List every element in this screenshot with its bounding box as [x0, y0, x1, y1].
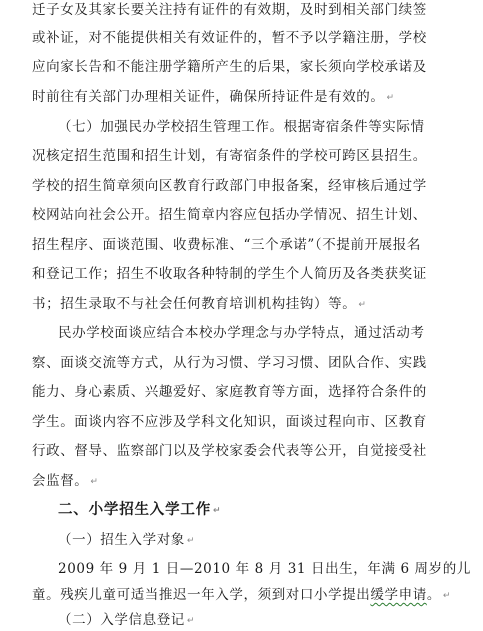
body-line-1-text: 2009 年 9 月 1 日—2010 年 8 月 31 日出生，年满 6 周岁的儿 — [58, 561, 471, 577]
para1-line-2-text: 或补证，对不能提供相关有效证件的，暂不予以学籍注册，学校 — [32, 30, 427, 46]
para3-line-4 — [32, 412, 427, 432]
para3-line-6 — [32, 471, 99, 491]
section-heading — [58, 500, 221, 520]
para2-line-5-text: 招生程序、面谈范围、收费标准、“三个承诺”（不提前开展报名 — [32, 237, 421, 253]
para3-line-6-text: 会监督。 — [32, 473, 89, 489]
para2-line-4-text: 校网站向社会公开。招生简章内容应包括办学情况、招生计划、 — [32, 207, 427, 223]
para2-line-7 — [32, 294, 366, 314]
subsection-title-1-text: （一）招生入学对象 — [58, 532, 185, 548]
subsection-title-2 — [58, 610, 195, 630]
para2-line-3 — [32, 176, 427, 196]
para2-line-4 — [32, 205, 427, 225]
paragraph-mark-icon: ↵ — [442, 591, 452, 601]
para1-line-3-text: 应向家长告和不能注册学籍所产生的后果，家长须向学校承诺及 — [32, 59, 427, 75]
para2-line-3-text: 学校的招生简章须向区教育行政部门申报备案，经审核后通过学 — [32, 178, 427, 194]
para3-line-5 — [32, 441, 427, 461]
para1-line-4 — [32, 87, 395, 107]
para3-line-4-text: 学生。面谈内容不应涉及学科文化知识，面谈过程向市、区教育 — [32, 414, 427, 430]
paragraph-mark-icon: ↵ — [90, 477, 99, 487]
paragraph-mark-icon: ↵ — [186, 616, 196, 626]
spellcheck-flagged-text[interactable]: 缓学申请 — [370, 587, 427, 603]
para2-line-6-text: 和登记工作；招生不收取各种特制的学生个人简历及各类获奖证 — [32, 266, 427, 282]
paragraph-mark-icon: ↵ — [213, 506, 222, 516]
body-line-2 — [32, 585, 451, 605]
subsection-title-1 — [58, 530, 195, 550]
para2-line-2-text: 况核定招生范围和招生计划，有寄宿条件的学校可跨区县招生。 — [32, 148, 427, 164]
para2-line-1 — [58, 117, 425, 137]
para3-line-1 — [58, 323, 425, 343]
para1-line-2 — [32, 28, 427, 48]
paragraph-mark-icon: ↵ — [358, 300, 367, 310]
para1-line-1-text: 迁子女及其家长要关注持有证件的有效期，及时到相关部门续签 — [32, 2, 427, 18]
para3-line-2-text: 察、面谈交流等方式，从行为习惯、学习习惯、团队合作、实践 — [32, 355, 427, 371]
para2-line-5 — [32, 235, 421, 255]
paragraph-mark-icon: ↵ — [386, 93, 395, 103]
subsection-title-2-text: （二）入学信息登记 — [58, 612, 185, 628]
body-line-2-text: 童。残疾儿童可适当推迟一年入学，须到对口小学提出 — [32, 587, 371, 603]
para1-line-4-text: 时前往有关部门办理相关证件，确保所持证件是有效的。 — [32, 89, 385, 105]
para3-line-3-text: 能力、身心素质、兴趣爱好、家庭教育等方面，选择符合条件的 — [32, 384, 427, 400]
para3-line-2 — [32, 353, 427, 373]
body-line-2-end: 。 — [426, 587, 441, 603]
para2-line-1-text: （七）加强民办学校招生管理工作。根据寄宿条件等实际情 — [58, 119, 425, 135]
para1-line-1 — [32, 0, 427, 20]
para2-line-7-text: 书；招生录取不与社会任何教育培训机构挂钩）等。 — [32, 296, 357, 312]
para3-line-5-text: 行政、督导、监察部门以及学校家委会代表等公开，自觉接受社 — [32, 443, 427, 459]
para3-line-1-text: 民办学校面谈应结合本校办学理念与办学特点，通过活动考 — [58, 325, 425, 341]
para2-line-2 — [32, 146, 427, 166]
body-line-1 — [58, 559, 471, 579]
section-heading-text: 二、小学招生入学工作 — [58, 502, 211, 518]
para1-line-3 — [32, 57, 427, 77]
para2-line-6 — [32, 264, 427, 284]
paragraph-mark-icon: ↵ — [186, 536, 196, 546]
para3-line-3 — [32, 382, 427, 402]
